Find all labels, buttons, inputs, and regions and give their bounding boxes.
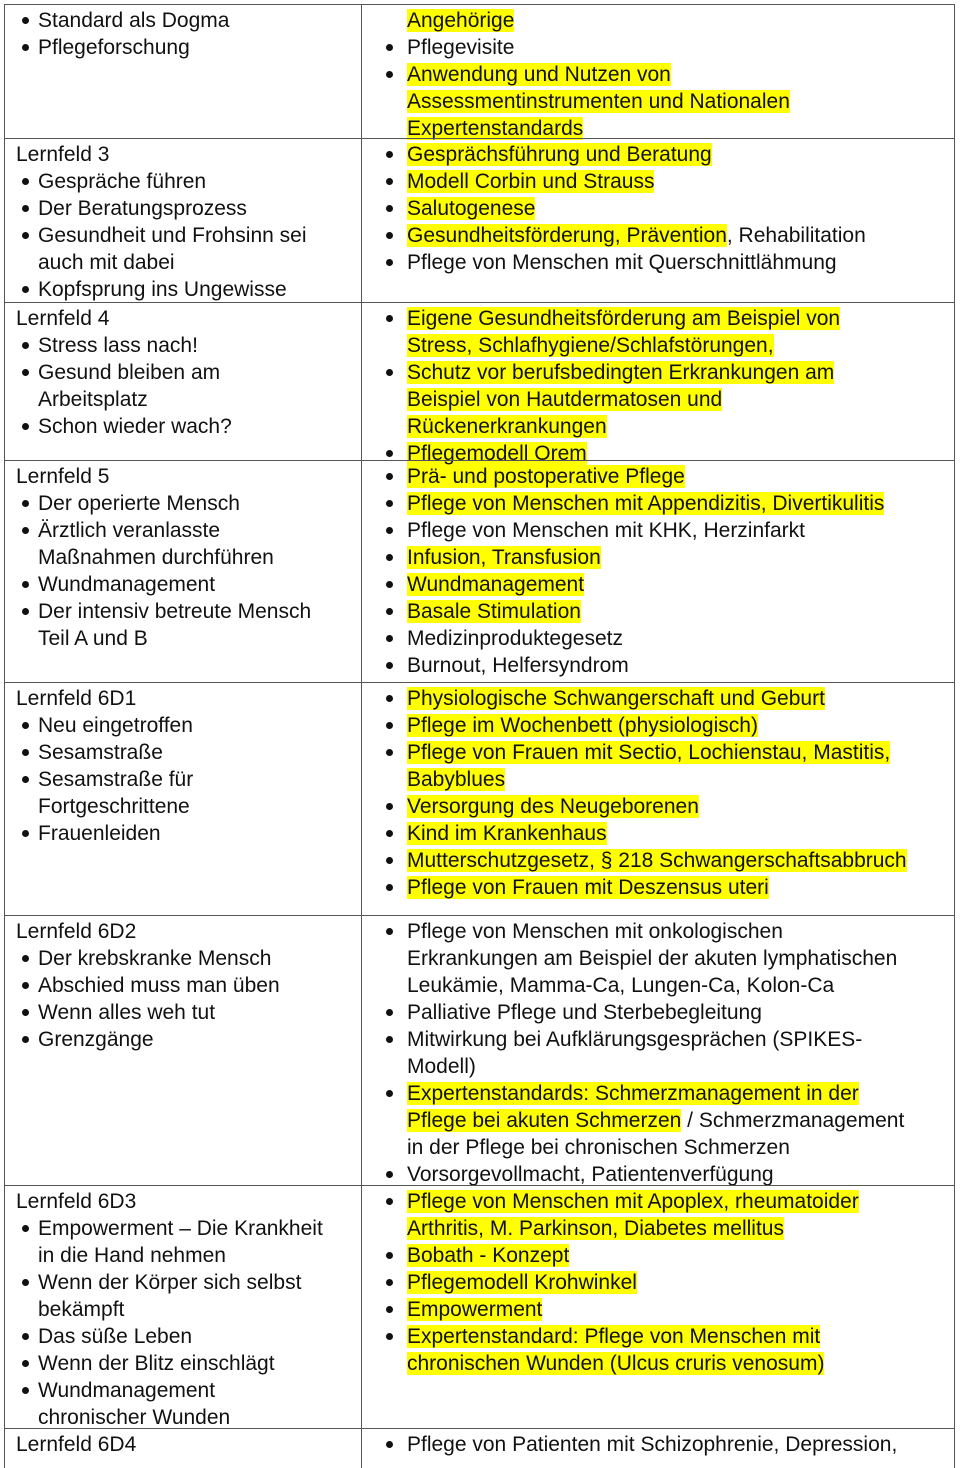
lernfeld-heading: Lernfeld 6D4 <box>16 1433 137 1456</box>
list-item <box>16 571 361 598</box>
list-item <box>380 490 954 517</box>
list-item <box>380 222 954 249</box>
item-text: Gesundheit und Frohsinn sei auch mit dabei <box>38 224 307 274</box>
list-item <box>16 1026 361 1053</box>
table-row <box>4 460 955 682</box>
left-cell <box>4 916 362 1185</box>
item-text: Neu eingetroffen <box>38 714 193 737</box>
right-cell <box>362 303 955 465</box>
list-item <box>380 793 954 820</box>
item-text: Empowerment – Die Krankheit in die Hand nehmen <box>38 1217 323 1267</box>
list-item <box>16 168 361 195</box>
list-item <box>16 1269 361 1323</box>
table-row <box>4 302 955 465</box>
item-text: Mitwirkung bei Aufklärungsgesprächen (SPIKES- Modell) <box>407 1028 863 1078</box>
item-text: Wundmanagement <box>38 573 216 596</box>
item-text: Schon wieder wach? <box>38 415 232 438</box>
item-text: Medizinproduktegesetz <box>407 627 623 650</box>
lernfeld-heading: Lernfeld 4 <box>16 307 110 330</box>
highlighted-text: Physiologische Schwangerschaft und Geburt <box>407 687 825 710</box>
list-item <box>380 739 954 793</box>
item-text: Der krebskranke Mensch <box>38 947 272 970</box>
table-row <box>4 4 955 138</box>
item-text: Pflege von Menschen mit KHK, Herzinfarkt <box>407 519 805 542</box>
item-text: Standard als Dogma <box>38 9 230 32</box>
item-text: Palliative Pflege und Sterbebegleitung <box>407 1001 762 1024</box>
item-text: Wenn alles weh tut <box>38 1001 216 1024</box>
list-item <box>380 168 954 195</box>
item-text: Ärztlich veranlasste Maßnahmen durchführen <box>38 519 274 569</box>
list-item <box>380 141 954 168</box>
highlighted-text: Mutterschutzgesetz, § 218 Schwangerschaftsabbruch <box>407 849 907 872</box>
list-item <box>380 359 954 440</box>
right-cell <box>362 461 955 682</box>
highlighted-text: Gesundheitsförderung, Prävention <box>407 224 727 247</box>
item-text: Der operierte Mensch <box>38 492 240 515</box>
list-item <box>380 463 954 490</box>
list-item <box>16 7 361 34</box>
item-text: Burnout, Helfersyndrom <box>407 654 629 677</box>
lernfeld-heading: Lernfeld 6D2 <box>16 920 137 943</box>
item-text: Pflege von Menschen mit onkologischen Erkrankungen am Beispiel der akuten lymphatischen Leukämie, Mamma-Ca, Lungen-Ca, Kolon-Ca <box>407 920 898 997</box>
item-text: Vorsorgevollmacht, Patientenverfügung <box>407 1163 774 1186</box>
item-text: Pflegevisite <box>407 36 515 59</box>
list-item <box>16 999 361 1026</box>
item-text: Frauenleiden <box>38 822 161 845</box>
list-item <box>380 685 954 712</box>
highlighted-text: Basale Stimulation <box>407 600 581 623</box>
list-item <box>380 874 954 901</box>
highlighted-text: Empowerment <box>407 1298 543 1321</box>
list-item <box>380 305 954 359</box>
highlighted-text: Expertenstandard: Pflege von Menschen mit chronischen Wunden (Ulcus cruris venosum) <box>407 1325 825 1375</box>
right-cell <box>362 5 955 138</box>
right-cell <box>362 1429 955 1468</box>
list-item <box>380 1026 954 1080</box>
item-text: Pflegeforschung <box>38 36 190 59</box>
item-text: Wenn der Blitz einschlägt <box>38 1352 275 1375</box>
right-cell <box>362 683 955 915</box>
table-row <box>4 1185 955 1428</box>
item-text: Pflege von Menschen mit Querschnittlähmung <box>407 251 837 274</box>
list-item <box>380 571 954 598</box>
list-item <box>380 1080 954 1161</box>
highlighted-text: Pflege im Wochenbett (physiologisch) <box>407 714 758 737</box>
list-item <box>380 249 954 276</box>
item-text: Wenn der Körper sich selbst bekämpft <box>38 1271 302 1321</box>
list-item <box>16 332 361 359</box>
list-item <box>16 1350 361 1377</box>
highlighted-text: Pflege von Frauen mit Sectio, Lochienstau, Mastitis, Babyblues <box>407 741 891 791</box>
list-item <box>380 820 954 847</box>
item-text: Sesamstraße <box>38 741 163 764</box>
highlighted-text: Pflege von Menschen mit Apoplex, rheumatoider Arthritis, M. Parkinson, Diabetes mellitus <box>407 1190 859 1240</box>
item-text: , Rehabilitation <box>726 224 866 247</box>
item-text: Gespräche führen <box>38 170 207 193</box>
left-cell <box>4 5 362 138</box>
lernfeld-heading: Lernfeld 6D3 <box>16 1190 137 1213</box>
list-item <box>380 999 954 1026</box>
highlighted-text: Versorgung des Neugeborenen <box>407 795 699 818</box>
left-cell <box>4 139 362 302</box>
lernfeld-heading: Lernfeld 5 <box>16 465 110 488</box>
highlighted-text: Wundmanagement <box>407 573 585 596</box>
highlighted-text: Gesprächsführung und Beratung <box>407 143 712 166</box>
list-item <box>380 1269 954 1296</box>
list-item <box>16 359 361 413</box>
item-text: Sesamstraße für Fortgeschrittene <box>38 768 194 818</box>
table-row <box>4 1428 955 1468</box>
highlighted-text: Pflege von Frauen mit Deszensus uteri <box>407 876 769 899</box>
list-item <box>380 652 954 679</box>
list-item <box>16 1377 361 1431</box>
list-item <box>16 1323 361 1350</box>
highlighted-text: Expertenstandards: Schmerzmanagement in der Pflege bei akuten Schmerzen <box>407 1082 859 1132</box>
item-text: Grenzgänge <box>38 1028 154 1051</box>
item-text: Wundmanagement chronischer Wunden <box>38 1379 231 1429</box>
list-item <box>16 712 361 739</box>
item-text: Pflege von Patienten mit Schizophrenie, Depression, <box>407 1433 898 1456</box>
highlighted-text: Bobath - Konzept <box>407 1244 570 1267</box>
highlighted-text: Anwendung und Nutzen von Assessmentinstrumenten und Nationalen Expertenstandards <box>407 63 790 140</box>
list-item <box>380 1242 954 1269</box>
item-text: Der intensiv betreute Mensch Teil A und B <box>38 600 312 650</box>
item-text: Kopfsprung ins Ungewisse <box>38 278 287 301</box>
lernfeld-heading: Lernfeld 6D1 <box>16 687 137 710</box>
left-cell <box>4 461 362 682</box>
list-item <box>16 820 361 847</box>
highlighted-text: Infusion, Transfusion <box>407 546 601 569</box>
list-item <box>380 517 954 544</box>
item-text: Gesund bleiben am Arbeitsplatz <box>38 361 221 411</box>
right-cell <box>362 916 955 1185</box>
item-text: Der Beratungsprozess <box>38 197 247 220</box>
list-item <box>380 1323 954 1377</box>
highlighted-text: Kind im Krankenhaus <box>407 822 607 845</box>
list-item <box>380 544 954 571</box>
list-item <box>380 712 954 739</box>
list-item <box>380 1161 954 1188</box>
list-item <box>380 1188 954 1242</box>
item-text: Das süße Leben <box>38 1325 193 1348</box>
list-item <box>16 195 361 222</box>
left-cell <box>4 1429 362 1468</box>
list-item <box>380 847 954 874</box>
list-item <box>16 222 361 276</box>
item-text: / Schmerzmanagement in der Pflege bei chronischen Schmerzen <box>407 1109 905 1159</box>
highlighted-text: Salutogenese <box>407 197 536 220</box>
highlighted-text: Pflegemodell Orem <box>407 442 587 465</box>
list-item <box>380 195 954 222</box>
highlighted-text: Pflege von Menschen mit Appendizitis, Divertikulitis <box>407 492 885 515</box>
list-item <box>16 598 361 652</box>
list-item <box>16 34 361 61</box>
list-item <box>16 517 361 571</box>
left-cell <box>4 683 362 915</box>
list-item <box>380 918 954 999</box>
list-item <box>16 276 361 303</box>
list-item <box>16 490 361 517</box>
right-cell <box>362 1186 955 1428</box>
highlighted-text: Angehörige <box>407 9 515 32</box>
highlighted-text: Prä- und postoperative Pflege <box>407 465 685 488</box>
lernfeld-heading: Lernfeld 3 <box>16 143 110 166</box>
highlighted-text: Schutz vor berufsbedingten Erkrankungen am Beispiel von Hautdermatosen und Rückenerkrankungen <box>407 361 835 438</box>
table-row <box>4 915 955 1185</box>
item-text: Stress lass nach! <box>38 334 198 357</box>
list-item <box>380 61 954 142</box>
list-item <box>16 945 361 972</box>
right-cell <box>362 139 955 302</box>
highlighted-text: Pflegemodell Krohwinkel <box>407 1271 637 1294</box>
table-row <box>4 138 955 302</box>
list-item <box>16 972 361 999</box>
highlighted-text: Eigene Gesundheitsförderung am Beispiel von Stress, Schlafhygiene/Schlafstörungen, <box>407 307 841 357</box>
left-cell <box>4 1186 362 1428</box>
list-item <box>380 34 954 61</box>
list-item <box>16 739 361 766</box>
list-item <box>380 7 954 34</box>
list-item <box>16 413 361 440</box>
list-item <box>16 766 361 820</box>
highlighted-text: Modell Corbin und Strauss <box>407 170 655 193</box>
item-text: Abschied muss man üben <box>38 974 280 997</box>
list-item <box>380 1431 954 1458</box>
table-row <box>4 682 955 915</box>
list-item <box>380 625 954 652</box>
left-cell <box>4 303 362 460</box>
list-item <box>16 1215 361 1269</box>
list-item <box>380 1296 954 1323</box>
list-item <box>380 598 954 625</box>
